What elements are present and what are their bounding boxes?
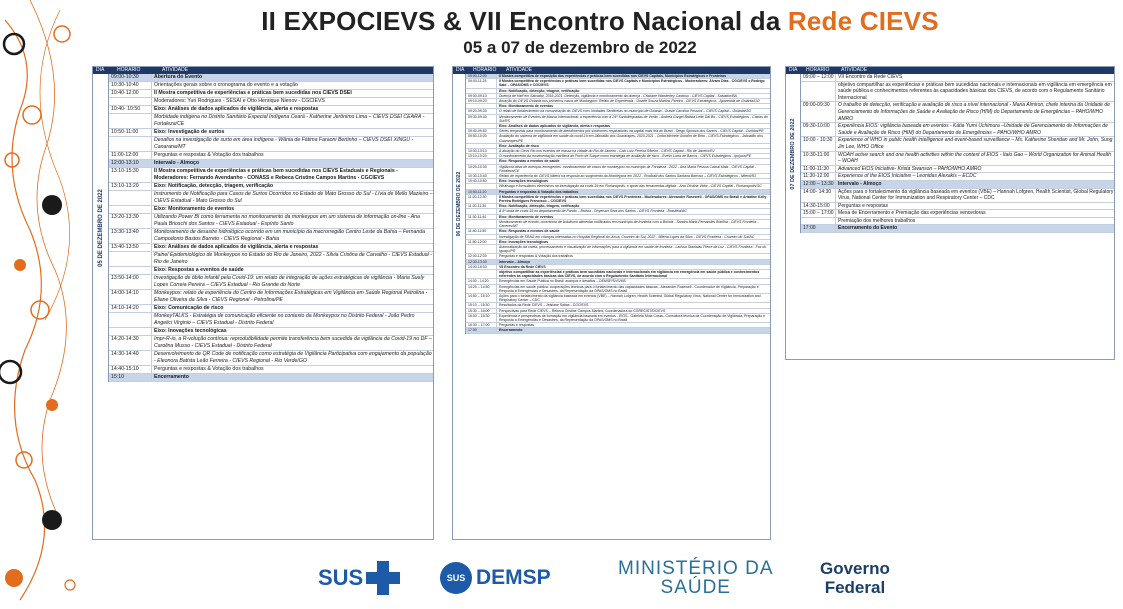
row-activity: O relato de fortalecimento na comunicação do CIEVS com Unidades Sentinelas no município de Goiânia - Grasie Carolina Pessoni – CIEVS Capital – Goiânia/GO [499,109,751,114]
row-activity: Perguntas e respostas & Votação dos trabalhos [499,254,573,259]
row-time: 10:30-11:00 [801,152,836,165]
row-time: 09:20-09:30 [466,109,497,113]
row-activity: O monitoramento da movimentação marítima do Porto de Suape como estratégia de avaliação de risco - Evelin Lúcia de Barros - CIEVS Estratégicos - Ipojuca/PE [499,154,752,159]
row-activity: Emergências em Saúde Pública no Brasil: avanços e desafios – DEMSP/SVS/MS [499,279,626,284]
row-activity: Desafios na investigação de surto em área indígena - Wânia de Fátima Faraoni Bertinho – CIEVS DSEI XINGU - Canarana/MT [154,137,414,150]
event-title: II EXPOCIEVS & VII Encontro Nacional da Rede CIEVS [261,6,939,36]
row-activity: Premiação dos melhores trabalhos [838,217,916,224]
governo-federal-logo: Governo Federal [820,559,890,597]
row-activity: Utilizando Power BI como ferramenta no monitoramento da monkeypox em um sistema de informação on-line - Ana Paula Brioschi dos Santos - CIEVS Estadual - Espírito Santo [154,214,420,227]
day-label: 05 DE DEZEMBRO DE 2022 [97,189,104,267]
schedule-row [109,168,433,183]
row-time: 16:30 – 17:00 [466,323,497,327]
row-activity: Perspectivas para Rede CIEVS – Rebeca Cristine Campos Martins, Coordenadora do CGRECIST/DCIEVS [499,308,666,313]
row-activity: Vigilância ativa de doenças emergentes: monitoramento de casos de monkeypox no município de Fortaleza - 2022 - Ana Maria Pessoa Cabral Maia - CIEVS Capital - Fortaleza/CE [499,164,756,173]
schedule-row [109,305,433,313]
sus-logo: SUS [318,553,400,603]
schedule-row [109,267,433,275]
row-time: 14:20-14:30 [109,336,152,350]
row-activity: Perguntas e respostas & Votação dos trabalhos [499,189,579,194]
row-activity: Eixo: Notificação, detecção, triagem, verificação [499,88,580,93]
row-activity: Encerramento [499,328,523,333]
row-time: 09:00 – 12:00 [801,74,836,81]
schedule-row [109,98,433,106]
row-activity: Eixo: Análises de dados aplicados de vigilância, alerta e respostas [154,106,319,112]
schedule-row [109,244,433,252]
row-time [801,218,836,225]
day-label: 06 DE DEZEMBRO DE 2022 [456,171,462,237]
schedule-row [801,82,1114,103]
row-time: 14:30-15:00 [801,203,836,210]
row-activity: Monitoramento de Eventos de Massa Internacional: a experiência com a 24ª Surdolimpíadas de Verão - Andrea Gurgel Batista Leite Dal Bo - CIEVS Estratégicos - Caxias do Sul/RS [499,114,768,123]
row-time [466,104,497,108]
row-time: 10:30-10:40 [109,82,152,89]
row-activity: Ações para o fortalecimento da vigilância baseada em eventos (VBE) – Hannah Lofgren, Health Scientist, Global Regulatory Virus, National Center for Immunization and Respiratory Center – CDC [499,293,761,303]
row-activity: Experience of WHO in public health intelligence and event-based surveillance – Ms. Katherine Sheridan and Mr. John, Sung Jin Lee, WHO Office [838,137,1113,150]
row-time: 13:30-13:40 [109,229,152,243]
row-time: 11:50-12:00 [466,240,497,244]
row-activity: Ações para o fortalecimento da vigilância baseada em eventos (VBE) – Hannah Lofgren, Health Scientist, Global Regulatory Virus, National Center for Immunization and Respiratory Center – CDC [838,188,1114,202]
decorative-circles [0,0,90,609]
row-activity: Experiência EIOS: vigilância baseada em eventos - Kátia Yumi Uchimura –Unidade de Gerenciamento de Informações de Saúde e Avaliação de Risco (HIM) do Departamento de Emergências – PAHO/WHO AMRO [838,123,1108,136]
row-activity: II Mostra competitiva de experiências e práticas bem sucedidas nos CIEVS Estaduais e Regionais - Moderadores: Fernando Avendanho - CONASS e Rebeca Cristine Campos Martins - CGCIEVS [154,168,398,181]
row-time [801,82,836,102]
schedule-row [109,191,433,206]
row-time [109,313,152,327]
schedule-row [109,82,433,90]
row-activity: Eixo: Notificação, detecção, triagem, verificação [154,183,274,189]
row-time: 10:50-11:20 [466,190,497,194]
schedule-rows [801,74,1114,233]
row-time [466,184,497,188]
row-time: 10:20-10:30 [466,165,497,173]
row-time: 12:30-13:30 [466,260,497,264]
row-time: 15:10 – 15:30 [466,303,497,307]
row-time: 10:40-12:00 [109,90,152,97]
schedule-rows [466,74,770,334]
row-time: 09:00-10:30 [109,74,152,81]
row-time: 11:30-11:40 [466,215,497,219]
row-time [466,245,497,253]
row-activity: Perguntas e respostas [838,202,889,209]
schedule-row [109,183,433,191]
row-time: 10:50-11:00 [109,129,152,136]
row-time: 10:00-10:10 [466,149,497,153]
row-activity: O trabalho de detecção, verificação e avaliação de risco a nível internacional - Maria Almiron, chefe interina da Unidade de Gerenciamento de Informações de Saúde e Avaliação de Risco (HIM) do Departamento de Emergências – PAHO/WHO AMRO [838,102,1110,122]
schedule-row [801,166,1114,174]
row-time: 09:00-12:00 [466,74,497,78]
schedule-row [109,206,433,214]
row-activity: II Mostra competitiva de experiências e práticas bem sucedidas nos CIEVS DSEI [154,90,352,96]
row-activity: Advanced EIOS Iniciative- Krista Swanson – PAHO/WHO AMRO [838,165,982,172]
schedule-row [466,195,770,204]
row-time: 14:50 – 15:10 [466,294,497,302]
row-activity: Desenvolvimento de QR Code de notificação como estratégia de Vigilância Participativa com engajamento da população - Eleonora Batista Leão Ferreira - CIEVS Regional - Rio Verde/GO [154,351,432,364]
schedule-row [109,336,433,351]
schedule-row [466,328,770,333]
schedule-row [109,275,433,290]
schedule-row [466,294,770,303]
schedule-row [109,229,433,244]
schedule-header: DIA HORÁRIO ATIVIDADE [453,67,770,74]
row-activity: Atuação do CIEVS Goiânia nos primeiros casos de Monkeypox: Relato de Experiência - Gisélle Souza Martins Pereira - CIEVS Estratégicos - Aparecida de Goiânia/GO [499,99,760,104]
row-time: 14:30-14:40 [109,351,152,365]
schedule-row [109,90,433,98]
row-activity: Séries temporais para monitoramento de atendimentos por síndromes respiratórias na capital mais fria do Brasil - Diego Spinoza dos Santos - CIEVS Capital - Curitiba/PR [499,129,764,134]
schedule-row [109,374,433,382]
row-time: 15:00 – 17:00 [801,210,836,217]
row-time [466,159,497,163]
row-activity: Monitoramento de evento: ocorrência de botulismo alimentar notificados em município de fronteira com a Bolívia - Sandra Maria Fernandes Bonilha - CIEVS Fronteira - Cáceres/MT [499,219,759,229]
row-activity: Emergências em saúde pública: cooperações técnicas para o fortalecimento das capacidades básicas - Alexander Rosewell - Coordenador de Vigilância, Preparação e Resposta a Emergências e Desastres, da Representação da OPAS/OMS no Brasil [499,284,759,293]
row-activity: Instrumento de Notificação para Casos de Surtos Ocorridos no Estado de Mato Grosso do Sul - Lívia de Mello Mazieiro – CIEVS Estadual - Mato Grosso do Sul [154,191,433,204]
schedule-row [801,218,1114,226]
schedule-row [109,214,433,229]
schedule-rows [109,74,433,382]
row-activity: Eixo: Respostas a eventos de saúde [499,229,560,234]
row-activity: Eixo: Comunicação de risco [154,305,224,311]
row-activity: Eixo: Avaliação de risco [499,143,540,148]
row-activity: Impr-R-io, a R-volução contínua: reprodutibilidade permite transferência bem sucedida da vigilância da Covid-19 no DF – Carolina Musso - CIEVS Estadual - Distrito Federal [154,336,432,349]
row-activity: Perguntas e respostas & Votação dos trabalhos [154,152,264,158]
row-activity: Eixo: Inovações tecnológicas [154,328,227,334]
demsp-logo: SUS DEMSP [440,553,551,603]
schedule-row [801,189,1114,203]
row-time: 11:20-11:30 [466,204,497,208]
plus-cross-icon [366,561,400,595]
row-time: 11:40-11:50 [466,229,497,233]
row-time: 09:30-10:00 [801,123,836,136]
schedule-row [466,245,770,254]
row-time: 14:00- 14:30 [801,189,836,202]
row-activity: Mesa de Encerramento e Premiação das experiências vencedoras [838,210,986,217]
schedule-row [801,74,1114,82]
row-activity: Avaliação do sistema de vigilância em saúde da covid-19 em Jaboatão dos Guararapes, 2020-2021 - Cintia Michele Gondim de Brito - CIEVS Estratégicos - Jaboatão dos Guararapes/PE [499,134,763,143]
row-time [109,252,152,266]
row-activity: Whatsapp e formulários eletrônicos na investigação da covid-19 em Florianópolis: o apoio das ferramentas digitais - Ana Cristina Vidor - CIEVS Capital - Florianópolis/SC [499,184,762,189]
row-time [466,144,497,148]
row-time: 14:00-14:10 [109,290,152,304]
schedule-day3 [785,66,1115,360]
row-time: 13:50-14:00 [109,275,152,289]
row-time [109,98,152,105]
row-time: 10:10-10:20 [466,154,497,158]
schedule-row [801,102,1114,123]
row-activity: Eixo: Análises de dados aplicados de vigilância, alerta e respostas [154,244,319,250]
row-time: 13:40-13:50 [109,244,152,251]
row-activity: Intervalo - Almoço [154,160,200,166]
schedule-row [801,225,1114,233]
row-time [466,235,497,239]
schedule-row [801,203,1114,211]
row-activity: Experience of the EIOS Iniciative – Leonidas Alexakis – ECDC [838,173,977,180]
row-activity: Perguntas e respostas & Votação dos trabalhos [154,366,264,372]
sus-badge-icon: SUS [440,562,472,594]
row-activity: Perguntas e respostas [499,323,535,328]
sponsor-logos [300,553,1000,603]
row-time: 10:30-10:40 [466,174,497,178]
row-activity: Eixo: Monitoramento de eventos [499,104,554,109]
row-activity: Abertura do Evento [154,74,203,80]
row-time: 11:00-11:30 [801,166,836,173]
row-time: 16:00 – 16:30 [466,314,497,322]
day-label-column [786,74,801,233]
row-activity: VII Encontro da Rede CIEVS [838,74,903,80]
row-time: 13:10-15:30 [109,168,152,182]
row-time: 10:40- 10:50 [109,106,152,113]
schedule-row [109,313,433,328]
row-time: 12:00-12:30 [466,254,497,258]
row-time [109,114,152,128]
row-activity: Eixo: Inovações tecnológicas [499,179,549,184]
row-activity: Investigação de SRAG em crianças internadas no Hospital Regional do Juruá, Cruzeiro do Sul, 2022 - Milena Lopes da Silva - CIEVS Fronteira - Cruzeiro do Sul/AC [499,234,755,239]
row-activity: Eixo: Análises de dados aplicados de vigilância, alerta e respostas [499,124,610,129]
row-time: 09:00-09:10 [466,94,497,98]
row-time: 09:50-10:00 [466,134,497,142]
row-time [109,191,152,205]
row-time [466,89,497,93]
row-time: 14:00 - 14:20 [466,279,497,283]
row-time: 12:00-13:10 [109,160,152,167]
row-activity: Moderadores: Yuri Rodrigues - SESAI e Otto Henrique Nienov - CGCIEVS [154,98,325,104]
row-activity: objetivo compartilhar as experiências e práticas bem sucedidas nacionais e internacionais em vigilância em emergência em saúde pública e conhecimentos referentes às capacidades básicas dos CIEVS, de acordo com o Regulamento Sanitário Internacional [838,81,1112,101]
row-time: 13:10-13:20 [109,183,152,190]
row-time: 11:00-12:00 [109,152,152,159]
schedule-row [466,134,770,143]
row-time: 13:20-13:30 [109,214,152,228]
row-activity: WOAH active search and one health activities within the context of EIOS - Italo Gao – World Organization for Animal Health – WOAH [838,151,1111,165]
schedule-row [466,314,770,323]
row-activity: Orientações gerais sobre o cronograma do evento e a votação [154,82,298,88]
row-time: 11:30-12:00 [801,173,836,180]
row-activity: Eixo: Notificação, detecção, triagem, verificação [499,204,580,209]
row-time [466,270,497,278]
row-activity: Eixo: Monitoramento de eventos [154,206,235,212]
row-time: 14:10-14:20 [109,305,152,312]
row-activity: objetivo compartilhar as experiências e práticas bem sucedidas nacionais e internacionais em vigilância em emergência em saúde pública e conhecimentos referentes às capacidades básicas dos CIEVS, de acordo com o Regulamento Sanitário Internacional [499,269,760,279]
schedule-row [109,114,433,129]
row-activity: Eixo: Monitoramento de eventos [499,214,554,219]
row-time: 15:10 [109,374,152,381]
row-time: 12:00 – 13:30 [801,181,836,188]
row-activity: Eixo: Respostas a eventos de saúde [154,267,244,273]
row-activity: Automatização da coleta, processamento e visualização de informações para a vigilância em saúde de fronteira - Larissa Stanislau Pierre da Luz - CIEVS Fronteira - Foz do Iguaçu/PR [499,244,767,254]
schedule-row [801,152,1114,166]
row-activity: Morbidade indígena no Distrito Sanitário Especial Indígena Ceará - Katherine Jerônimo Lima – CIEVS DSEI CEARÁ - Fortaleza/CE [154,114,425,127]
schedule-row [466,115,770,124]
schedule-row [801,210,1114,218]
row-time [466,220,497,228]
row-activity: Doença de Haff em Salvador, 2016-2021: Detecção, vigilância e monitoramento da doença - Cristiane Wanderley Cardoso - CIEVS Capital - Salvador/BA [499,93,737,98]
day-label-column [453,74,466,334]
row-time: 14:20 – 14:50 [466,285,497,293]
schedule-row [109,74,433,82]
row-time [466,124,497,128]
row-time: 14:40-15:10 [109,366,152,373]
row-time: 10:00 - 10:30 [801,137,836,150]
row-activity: MonkeyTALKS - Estratégia de comunicação eficiente no contexto da Monkeypox no Distrito Federal - João Pedro Angelici Virginio – CIEVS Estadual - Distrito Federal [154,313,415,326]
schedule-row [466,285,770,294]
row-activity: Eixo: Inovações tecnológicas [499,239,549,244]
schedule-header: DIA HORÁRIO ATIVIDADE [93,67,433,74]
row-time: 09:40-09:50 [466,129,497,133]
row-activity: II Mostra competitiva de experiências e práticas bem sucedidas nos CIEVS Fronteiras - Moderadores: Alexander Rosewell - OPAS/OMS no Brasil e Ariadine Kelly Pereira Rodrigues Francisco – CGCIEVS [499,194,767,204]
row-activity: Intervalo – Almoço [499,259,531,264]
schedule-day2 [452,66,771,540]
row-activity: Relato de experiência do CIEVS Niterói na resposta ao surgimento da Monkeypox em 2022 - Rosiballi dos Santos Santana Barroso – CIEVS Estratégicos - Niterói/RJ [499,174,757,179]
schedule-header: DIA HORÁRIO ATIVIDADE [786,67,1114,74]
schedule-row [801,181,1114,189]
schedule-row [109,106,433,114]
event-dates: 05 a 07 de dezembro de 2022 [463,38,697,57]
schedule-row [109,290,433,305]
row-time: 14:00-16:00 [466,265,497,269]
row-time: 17:00 [466,328,497,332]
schedule-day1 [92,66,434,540]
schedule-row [109,137,433,152]
schedule-row [109,252,433,267]
row-activity: Encerramento [154,374,189,380]
row-time [109,137,152,151]
row-activity: Encerramento do Evento [838,225,898,232]
schedule-row [801,137,1114,151]
row-activity: A atuação do Cievs Rio nos eventos de massa na cidade do Rio de Janeiro - Caio Luiz Pereira Ribeiro - CIEVS Capital - Rio de Janeiro/RJ [499,149,715,154]
row-activity: Monitoramento de desastre hidrológico ocorrido em um município da macrorregião Centro Leste da Bahia – Fernanda Campodonio Bastos Barreto - CIEVS Regional - Bahia [154,229,426,242]
day-label-column [93,74,109,382]
row-activity: Investigação de óbito infantil pela Covid-19: um relato de integração de ações estratégicas de vigilância - Maria Suely Lopes Correia Pereira – CIEVS Estadual - Rio Grande do Norte [154,275,425,288]
row-time: 10:40-10:50 [466,179,497,183]
row-time [109,206,152,213]
row-activity: VII Encontro da Rede CIEVS [499,264,546,269]
row-time: 09:00-11:25 [466,79,497,87]
schedule-row [109,351,433,366]
schedule-row [109,366,433,374]
schedule-row [466,270,770,279]
row-activity: Experiência e perspectivas de formação em vigilância baseada em eventos - EIOS - Gabriela Mota Costa– Consultora técnica da Coordenação de Vigilância, Preparação e Resposta a Emergências e Desastres, da Representação da OPAS/OMS no Brasil [499,313,766,322]
row-activity: A 4ª onda de covid-19 no departamento de Pando – Bolívia - Dhyeison Silva dos Santos - CIEVS Fronteira - Brasiléia/AC [499,209,687,214]
schedule-row [801,173,1114,181]
schedule-row [109,129,433,137]
ministerio-saude-logo: MINISTÉRIO DA SAÚDE [618,558,774,598]
row-time [109,267,152,274]
row-activity: Monkeypox: relato de experiência do Centro de Informações Estratégicas em Vigilância em Saúde Regional Petrolina - Eliane Oliveira da Silva - CIEVS Regional - Petrolina/PE [154,290,428,303]
row-time: 11:20-12:30 [466,195,497,203]
row-activity: Resultados da Rede CIEVS – Jeisiane Saltas - CGCIEVS [499,303,589,308]
row-activity: II Mostra competitiva de exposição das experiências e práticas bem sucedidas nos CIEVS Capitais, Municípios Estratégicos e Fronteiras [499,74,727,78]
row-time: 09:30-09:40 [466,115,497,123]
row-time [109,328,152,335]
row-activity: Eixo: Investigação de surtos [154,129,225,135]
schedule-row [109,328,433,336]
row-activity: Intervalo - Almoço [838,180,882,187]
schedule-row [466,220,770,229]
row-activity: Painel Epidemiológico de Monkeypox no Estado do Rio de Janeiro, 2022 - Silvia Cristina de Carvalho - CIEVS Estadual - Rio de Janeiro [154,252,432,265]
row-time [466,209,497,213]
schedule-row [109,152,433,160]
schedule-row [109,160,433,168]
day-label: 07 DE DEZEMBRO DE 2022 [790,117,796,190]
event-title-highlight: Rede CIEVS [787,6,939,36]
row-activity: II Mostra competitiva de experiências e práticas bem sucedidas nos CIEVS Capitais e Municípios Estratégicos - Moderadores: Álvaro Dias - CGCIEVS e Rodrigo Said – OPAS/OMS e CGCIEVS [499,79,765,88]
row-time: 09:00-09:30 [801,102,836,122]
row-time: 09:10-09:20 [466,99,497,103]
schedule-row [466,79,770,88]
row-activity: Eixo: Respostas a eventos de saúde [499,159,560,164]
schedule-row [801,123,1114,137]
row-time: 17:00 [801,225,836,232]
schedule-row [466,165,770,174]
row-time: 15:30 – 16:00 [466,309,497,313]
